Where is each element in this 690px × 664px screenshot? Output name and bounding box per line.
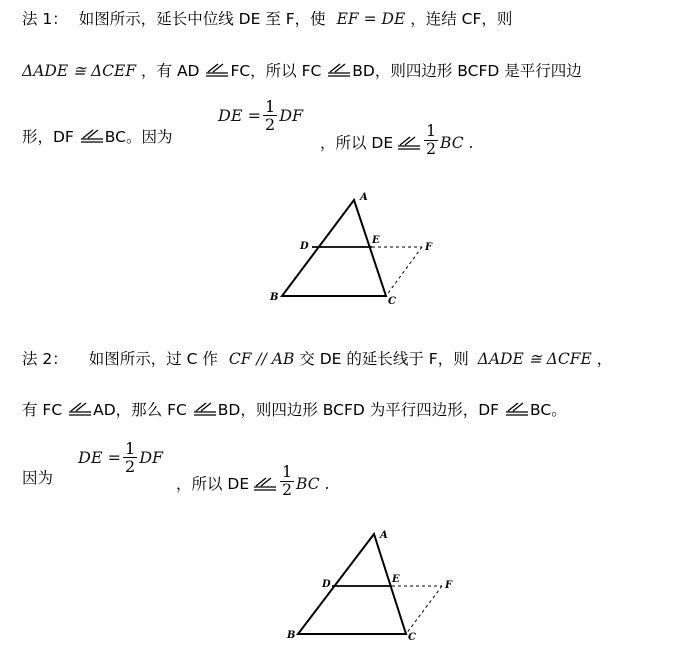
fraction-denominator: 2 xyxy=(125,457,136,476)
formula-right: DF xyxy=(139,448,164,467)
method1-label: 法 1： xyxy=(22,10,68,28)
label-D: D xyxy=(322,579,331,590)
formula-right: DF xyxy=(279,106,304,125)
formula-left: DE = xyxy=(78,448,121,467)
label-F: F xyxy=(445,580,453,591)
method2-line3-start xyxy=(22,468,53,488)
fraction-half-result xyxy=(424,123,438,158)
fraction-denominator: 2 xyxy=(282,481,293,499)
method1-line2-text2: FC，所以 FC xyxy=(230,62,322,80)
equal-parallel-icon xyxy=(397,136,421,150)
fraction-half xyxy=(263,98,277,133)
method2-line1-text3: ， xyxy=(596,350,613,368)
equal-parallel-icon xyxy=(80,129,104,143)
method1-line3-text1: 形，DF xyxy=(22,128,74,146)
fraction-denominator: 2 xyxy=(265,115,276,134)
label-B: B xyxy=(270,292,279,303)
method2-line3-text1: 因为 xyxy=(22,469,54,487)
method1-line1 xyxy=(22,9,512,29)
label-E: E xyxy=(392,574,400,585)
method2-line3-text2: ，所以 DE xyxy=(176,474,250,493)
method2-line2-text4: BC。 xyxy=(530,401,567,419)
fraction-half-result xyxy=(280,464,294,499)
formula-de-half-df-2 xyxy=(78,440,163,475)
label-A: A xyxy=(360,192,368,203)
label-E: E xyxy=(372,235,380,246)
equal-parallel-icon xyxy=(505,402,529,416)
method1-line3-result xyxy=(320,122,474,158)
label-C: C xyxy=(408,632,416,643)
fraction-half xyxy=(123,440,137,475)
method1-line1-text1: 如图所示，延长中位线 DE 至 F，使 xyxy=(78,10,326,28)
method2-line3-result xyxy=(176,463,330,499)
result-bc: BC . xyxy=(296,474,330,493)
method1-line3-text3: ，所以 DE xyxy=(320,133,394,152)
formula-ef-eq-de: EF = DE xyxy=(336,10,406,28)
label-D: D xyxy=(300,241,309,252)
method2-line1 xyxy=(22,349,612,369)
method2-line2 xyxy=(22,400,567,420)
fraction-denominator: 2 xyxy=(426,140,437,158)
equal-parallel-icon xyxy=(253,477,277,491)
formula-cf-parallel-ab: CF // AB xyxy=(228,350,295,368)
method1-line2-text1: ，有 AD xyxy=(141,62,200,80)
formula-congruent-ade-cfe: ΔADE ≅ ΔCFE xyxy=(477,350,592,368)
fraction-numerator: 1 xyxy=(282,463,293,481)
equal-parallel-icon xyxy=(193,402,217,416)
fraction-numerator: 1 xyxy=(265,97,276,116)
method2-line1-text1: 如图所示，过 C 作 xyxy=(88,350,218,368)
formula-left: DE = xyxy=(218,106,261,125)
label-A: A xyxy=(380,530,388,541)
method1-line1-text2: ，连结 CF，则 xyxy=(410,10,513,28)
method1-line3-text2: BC。因为 xyxy=(104,128,173,146)
fraction-numerator: 1 xyxy=(125,439,136,458)
method2-line2-text3: BD，则四边形 BCFD 为平行四边形，DF xyxy=(217,401,500,419)
method2-line2-text2: AD，那么 FC xyxy=(93,401,187,419)
equal-parallel-icon xyxy=(327,63,351,77)
fraction-numerator: 1 xyxy=(426,122,437,140)
method2-label: 法 2： xyxy=(22,350,68,368)
label-F: F xyxy=(425,242,433,253)
method1-line2-text3: BD，则四边形 BCFD 是平行四边 xyxy=(352,62,582,80)
label-C: C xyxy=(388,296,396,307)
method1-line2 xyxy=(22,61,582,81)
triangle-figure-2 xyxy=(282,524,462,644)
formula-de-half-df-1 xyxy=(218,98,303,133)
equal-parallel-icon xyxy=(68,402,92,416)
method1-line3-start xyxy=(22,127,172,147)
result-bc: BC . xyxy=(440,133,474,152)
formula-congruent-ade-cef: ΔADE ≅ ΔCEF xyxy=(22,62,137,80)
method2-line1-text2: 交 DE 的延长线于 F，则 xyxy=(299,350,469,368)
triangle-figure-1 xyxy=(262,190,442,308)
method2-line2-text1: 有 FC xyxy=(22,401,63,419)
equal-parallel-icon xyxy=(205,63,229,77)
label-B: B xyxy=(287,630,296,641)
